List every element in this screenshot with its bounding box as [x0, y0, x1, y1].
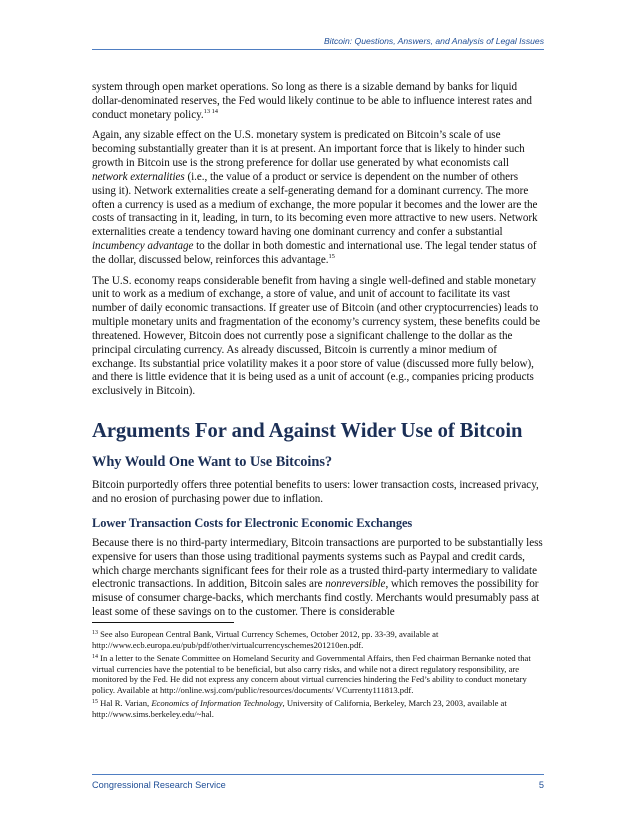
term-nonreversible: nonreversible: [325, 578, 386, 591]
footnote-separator: [92, 622, 234, 623]
header-rule: [92, 49, 544, 50]
footnote-ref-15[interactable]: 15: [328, 252, 335, 260]
footnotes: [92, 629, 544, 722]
subsubsection-heading: Lower Transaction Costs for Electronic Economic Exchanges: [92, 515, 413, 530]
book-title: Economics of Information Technology: [151, 698, 283, 709]
paragraph-3: The U.S. economy reaps considerable benefit from having a single well-defined and stable monetary unit to work as a medium of exchange, a store of value, and unit of account to facilitate its vast number of daily economic transactions. If greater use of Bitcoin (and other cryptocurrencies) leads to multiple monetary units and fragmentation of the economy’s currency system, these benefits could be threatened. However, Bitcoin does not currently pose a significant challenge to the dollar as the principal circulating currency. As already discussed, Bitcoin is currently a minor medium of exchange. Its substantial price volatility makes it a poor store of value (discussed more fully below), and there is little evidence that it is being used as a unit of account (e.g., companies pricing products exclusively in Bitcoin).: [92, 274, 540, 398]
running-header: Bitcoin: Questions, Answers, and Analysis of Legal Issues: [323, 36, 544, 46]
paragraph-2: Again, any sizable effect on the U.S. monetary system is predicated on Bitcoin’s scale of use becoming substantially greater than it is at present. An important force that is likely to hinder such growth in Bitcoin use is the strong preference for dollar use generated by what economists call network externalities (i.e., the value of a product or service is dependent on the number of others using it). Network externalities create a self-generating demand for a dominant currency. The more often a currency is used as a medium of exchange, the more popular it becomes and the lower are the costs of transacting in it, leading, in turn, to its becoming even more attractive to new users. Network externalities create a tendency toward having one dominant currency and confer a substantial incumbency advantage to the dollar in both domestic and international use. The legal tender status of the dollar, discussed below, reinforces this advantage.$^{15}$: [92, 129, 538, 266]
paragraph-5: Because there is no third-party intermediary, Bitcoin transactions are purported to be substantially less expensive for users than those using traditional payments systems such as Paypal and credit cards, which charge merchants significant fees for their role as a trusted third-party intermediary to validate electronic transactions. In addition, Bitcoin sales are nonreversible, which removes the possibility for misuse of consumer charge-backs, which merchants find costly. Merchants would presumably pass at least some of these savings on to the customer. There is considerable: [92, 536, 543, 619]
subsection-heading: Why Would One Want to Use Bitcoins?: [92, 454, 333, 471]
footnote-14: $^{14}$ In a letter to the Senate Committee on Homeland Security and Governmental Affairs, then Fed chairman Bernanke noted that virtual currencies have the potential to be beneficial, but also carry risks, and while not a direct regulatory responsibility, are monitored by the Fed. He did not express any concern about virtual currencies hindering the Fed’s ability to conduct monetary policy. Available at http://online.wsj.com/public/resources/documents/ VCurrenty111813.pdf.: [92, 652, 531, 696]
footnote-13: $^{13}$ See also European Central Bank, Virtual Currency Schemes, October 2012, pp. 33-39, available at http://www.ecb.europa.eu/pub/pdf/other/virtualcurrencyschemes201210en.pdf.: [92, 629, 439, 650]
footnote-15: $^{15}$ Hal R. Varian, Economics of Information Technology, University of California, Berkeley, March 23, 2003, available at http://www.sims.berkeley.edu/~hal.: [92, 698, 507, 719]
page-number: 5: [538, 780, 544, 790]
paragraph-1: system through open market operations. So long as there is a sizable demand by banks for liquid dollar-denominated reserves, the Fed would likely continue to be able to influence interest rates and conduct monetary policy.$^{13 14}$: [92, 81, 532, 121]
footer-rule: [92, 774, 544, 775]
term-network-externalities: network externalities: [92, 170, 185, 183]
paragraph-4: Bitcoin purportedly offers three potential benefits to users: lower transaction costs, increased privacy, and no erosion of purchasing power due to inflation.: [92, 479, 539, 505]
term-incumbency-advantage: incumbency advantage: [92, 240, 194, 253]
footnote-ref-13-14[interactable]: 13 14: [203, 107, 219, 115]
body-text: [92, 81, 544, 627]
footer-source: Congressional Research Service: [92, 780, 226, 790]
section-heading: Arguments For and Against Wider Use of Bitcoin: [92, 420, 523, 443]
